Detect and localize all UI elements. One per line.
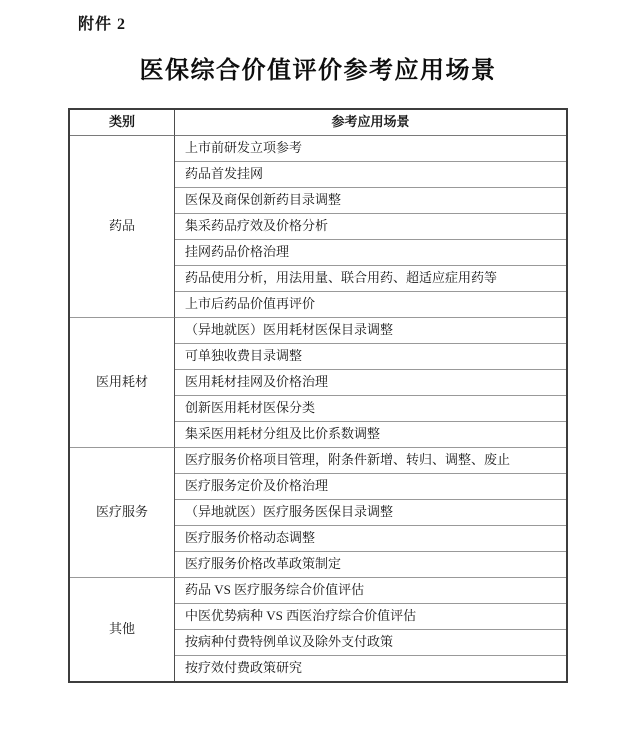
scenario-cell: 按病种付费特例单议及除外支付政策 [175,630,566,656]
scenario-cell: 集采药品疗效及价格分析 [175,214,566,240]
scenario-cell: 药品 VS 医疗服务综合价值评估 [175,578,566,604]
scenario-cell: 医疗服务定价及价格治理 [175,474,566,500]
scenario-cell: 上市后药品价值再评价 [175,292,566,318]
table-row [70,448,566,474]
scenario-table [68,108,568,683]
scenario-cell: 中医优势病种 VS 西医治疗综合价值评估 [175,604,566,630]
scenario-cell: 上市前研发立项参考 [175,136,566,162]
attachment-label: 附件 2 [78,16,127,33]
scenario-cell: 医保及商保创新药目录调整 [175,188,566,214]
table-body [70,136,566,681]
category-cell: 药品 [70,136,175,318]
scenario-cell: 按疗效付费政策研究 [175,656,566,681]
scenario-cell: 医疗服务价格动态调整 [175,526,566,552]
table-row [70,578,566,604]
column-header-category: 类别 [70,110,175,136]
scenario-cell: 医疗服务价格改革政策制定 [175,552,566,578]
scenario-cell: 挂网药品价格治理 [175,240,566,266]
scenario-cell: （异地就医）医用耗材医保目录调整 [175,318,566,344]
category-cell: 其他 [70,578,175,681]
scenario-cell: 集采医用耗材分组及比价系数调整 [175,422,566,448]
scenario-cell: 创新医用耗材医保分类 [175,396,566,422]
category-cell: 医用耗材 [70,318,175,448]
table-row [70,136,566,162]
scenario-cell: 可单独收费目录调整 [175,344,566,370]
scenario-cell: （异地就医）医疗服务医保目录调整 [175,500,566,526]
page-title: 医保综合价值评价参考应用场景 [139,58,497,84]
table-header-row [70,110,566,136]
category-cell: 医疗服务 [70,448,175,578]
scenario-cell: 医用耗材挂网及价格治理 [175,370,566,396]
column-header-scenarios: 参考应用场景 [175,110,566,136]
table-row [70,318,566,344]
scenario-cell: 药品使用分析，用法用量、联合用药、超适应症用药等 [175,266,566,292]
scenario-cell: 医疗服务价格项目管理，附条件新增、转归、调整、废止 [175,448,566,474]
scenario-cell: 药品首发挂网 [175,162,566,188]
